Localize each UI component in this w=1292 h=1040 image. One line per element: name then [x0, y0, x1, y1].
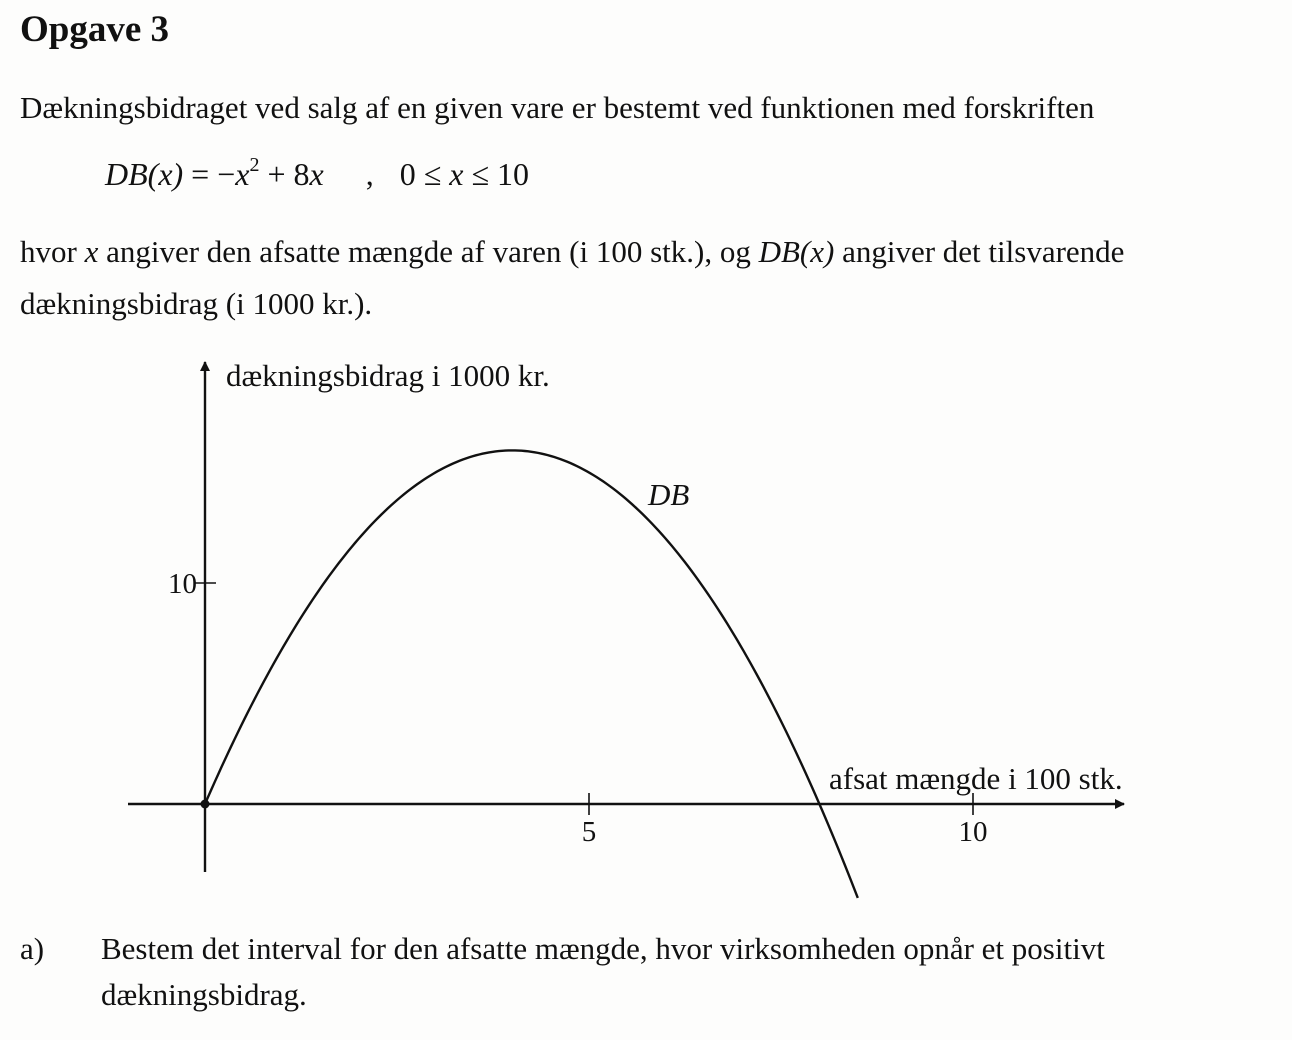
explanation-part1: hvor [20, 234, 85, 269]
x-axis-label: afsat mængde i 100 stk. [829, 761, 1123, 796]
exercise-title: Opgave 3 [20, 9, 170, 50]
task-label: a) [20, 931, 45, 966]
formula-comma: , [365, 156, 374, 192]
db-curve [205, 450, 858, 898]
y-axis-label: dækningsbidrag i 1000 kr. [226, 358, 550, 393]
function-formula [105, 156, 529, 193]
origin-point [201, 800, 210, 809]
task-line1: Bestem det interval for den afsatte mængde, hvor virksomheden opnår et positivt [101, 931, 1105, 966]
formula-domain-pre: 0 ≤ [399, 156, 450, 192]
x-tick-label: 10 [958, 816, 988, 848]
explanation-part3: angiver det tilsvarende [834, 234, 1125, 269]
intro-text: Dækningsbidraget ved salg af en given vare er bestemt ved funktionen med forskriften [20, 90, 1095, 125]
explanation-part2: angiver den afsatte mængde af varen (i 100 stk.), og [98, 234, 759, 269]
x-tick-label: 5 [581, 816, 597, 848]
formula-x2: x [309, 156, 324, 192]
formula-rest: + 8 [259, 156, 310, 192]
curve-label: DB [648, 477, 690, 512]
explanation-line2: dækningsbidrag (i 1000 kr.). [20, 286, 373, 321]
formula-x-term: x [235, 156, 250, 192]
explanation-func: DB(x) [758, 234, 835, 269]
explanation-var: x [84, 234, 99, 269]
formula-equals: = − [183, 156, 236, 192]
formula-lhs: DB(x) [105, 156, 184, 192]
formula-domain-post: ≤ 10 [463, 156, 530, 192]
explanation-text [20, 226, 1124, 330]
formula-domain-var: x [449, 156, 464, 192]
task-line2: dækningsbidrag. [101, 977, 307, 1012]
formula-exponent: 2 [249, 154, 260, 176]
task-text [101, 926, 1251, 1018]
db-chart [0, 340, 1292, 900]
y-tick-label: 10 [168, 568, 197, 600]
